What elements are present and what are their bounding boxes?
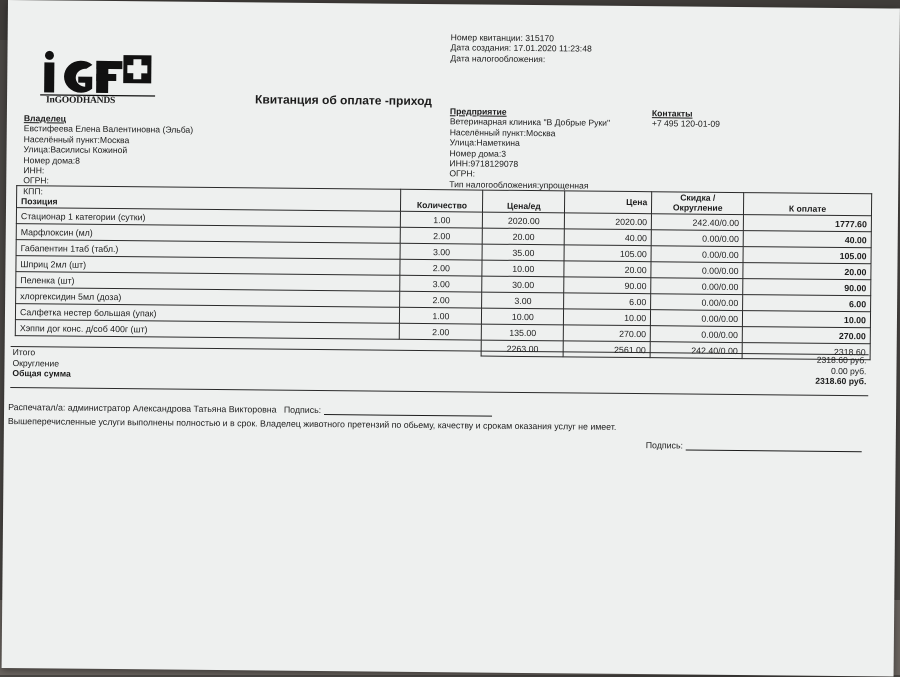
receipt-number: Номер квитанции: 315170 xyxy=(450,32,555,44)
item-to-pay: 90.00 xyxy=(743,279,871,296)
item-price: 20.00 xyxy=(564,261,651,278)
enterprise-city: Населённый пункт:Москва xyxy=(449,127,556,139)
item-name: хлоргексидин 5мл (доза) xyxy=(16,288,401,308)
contacts-block xyxy=(652,108,720,129)
item-qty: 3.00 xyxy=(400,243,482,260)
item-price: 40.00 xyxy=(564,229,651,246)
item-discount: 0.00/0.00 xyxy=(651,294,743,311)
enterprise-street: Улица:Наметкина xyxy=(449,137,520,149)
item-qty: 3.00 xyxy=(400,275,482,292)
item-unit-price: 10.00 xyxy=(482,308,564,325)
sum-price: 2561.00 xyxy=(563,341,650,358)
rounding-label: Округление xyxy=(12,357,60,369)
col-discount-line1: Скидка / xyxy=(680,192,716,203)
owner-kpp: КПП: xyxy=(23,185,43,197)
item-qty: 2.00 xyxy=(400,259,482,276)
itogo-label: Итого xyxy=(12,347,36,358)
grand-total-value: 2318.60 руб. xyxy=(815,375,867,387)
item-to-pay: 105.00 xyxy=(743,247,871,264)
totals-block xyxy=(10,346,868,396)
enterprise-heading: Предприятие xyxy=(449,106,507,117)
item-discount: 0.00/0.00 xyxy=(651,310,743,327)
col-quantity: Количество xyxy=(401,189,483,212)
owner-heading: Владелец xyxy=(23,113,67,124)
item-unit-price: 10.00 xyxy=(482,260,564,277)
item-name: Стационар 1 категории (сутки) xyxy=(16,208,401,228)
enterprise-name: Ветеринарная клиника "В Добрые Руки" xyxy=(449,116,611,129)
item-to-pay: 10.00 xyxy=(743,311,871,328)
enterprise-block xyxy=(449,106,610,191)
logo-subtitle: InGOODHANDS xyxy=(45,95,116,107)
owner-city: Населённый пункт:Москва xyxy=(23,133,130,145)
owner-signature xyxy=(646,439,862,452)
grand-total-label: Общая сумма xyxy=(12,368,71,379)
document-title: Квитанция об оплате -приход xyxy=(254,92,433,109)
enterprise-inn: ИНН:9718129078 xyxy=(449,158,519,169)
item-name: Хэппи дог конс. д/соб 400г (шт) xyxy=(15,320,400,340)
contacts-phone: +7 495 120-01-09 xyxy=(651,118,720,130)
item-name: Марфлоксин (мл) xyxy=(16,224,401,244)
item-discount: 0.00/0.00 xyxy=(651,230,743,247)
item-price: 6.00 xyxy=(564,293,651,310)
item-discount: 242.40/0.00 xyxy=(652,214,744,231)
item-to-pay: 1777.60 xyxy=(743,215,871,232)
item-price: 270.00 xyxy=(564,325,651,342)
contacts-heading: Контакты xyxy=(651,108,693,119)
item-qty: 2.00 xyxy=(400,323,482,340)
item-price: 105.00 xyxy=(564,245,651,262)
tax-date: Дата налогообложения: xyxy=(450,53,546,64)
item-price: 2020.00 xyxy=(565,213,652,230)
enterprise-tax-type: Тип налогообложения:упрощенная xyxy=(449,179,589,191)
owner-inn: ИНН: xyxy=(23,165,45,176)
itogo-value: 2318.60 руб. xyxy=(816,354,867,366)
item-to-pay: 20.00 xyxy=(743,263,871,280)
item-discount: 0.00/0.00 xyxy=(650,326,742,343)
col-discount xyxy=(652,192,744,215)
signature-line-2 xyxy=(685,440,861,453)
col-unit-price: Цена/ед xyxy=(483,190,565,213)
item-discount: 0.00/0.00 xyxy=(651,278,743,295)
item-unit-price: 35.00 xyxy=(482,244,564,261)
item-unit-price: 135.00 xyxy=(482,324,564,341)
col-to-pay: К оплате xyxy=(744,193,872,216)
item-name: Габапентин 1таб (табл.) xyxy=(16,240,401,260)
creation-date: Дата создания: 17.01.2020 11:23:48 xyxy=(450,42,592,55)
col-position: Позиция xyxy=(17,186,402,212)
receipt-paper xyxy=(2,0,900,677)
signature-label: Подпись: xyxy=(283,404,322,416)
receipt-header xyxy=(450,32,592,65)
printed-by-line xyxy=(8,401,492,417)
signature-label-2: Подпись: xyxy=(645,440,684,451)
printed-by: Распечатал/а: администратор Александрова Татьяна Викторовна xyxy=(8,402,277,415)
item-name: Шприц 2мл (шт) xyxy=(16,256,401,276)
owner-name: Евстифеева Елена Валентиновна (Эльба) xyxy=(23,123,194,136)
sum-to-pay: 2318.60 xyxy=(742,343,870,360)
item-unit-price: 3.00 xyxy=(482,292,564,309)
item-to-pay: 40.00 xyxy=(743,231,871,248)
enterprise-house: Номер дома:3 xyxy=(449,147,507,159)
col-price: Цена xyxy=(565,191,652,214)
owner-house: Номер дома:8 xyxy=(23,154,81,166)
item-price: 90.00 xyxy=(564,277,651,294)
item-price: 10.00 xyxy=(564,309,651,326)
item-qty: 2.00 xyxy=(401,227,483,244)
item-qty: 1.00 xyxy=(401,211,483,228)
sum-discount: 242.40/0.00 xyxy=(650,342,742,359)
item-name: Пеленка (шт) xyxy=(16,272,401,292)
item-discount: 0.00/0.00 xyxy=(651,262,743,279)
item-qty: 1.00 xyxy=(400,307,482,324)
items-table xyxy=(12,185,873,360)
enterprise-ogrn: ОГРН: xyxy=(449,168,476,179)
item-unit-price: 2020.00 xyxy=(483,212,565,229)
item-unit-price: 20.00 xyxy=(483,228,565,245)
item-unit-price: 30.00 xyxy=(482,276,564,293)
item-name: Салфетка нестер большая (упак) xyxy=(15,304,400,324)
col-discount-line2: Округление xyxy=(672,201,723,213)
clinic-logo xyxy=(40,48,159,109)
item-discount: 0.00/0.00 xyxy=(651,246,743,263)
owner-street: Улица:Василисы Кожиной xyxy=(23,144,128,156)
item-to-pay: 270.00 xyxy=(742,327,870,344)
item-qty: 2.00 xyxy=(400,291,482,308)
owner-statement: Вышеперечисленные услуги выполнены полностью и в срок. Владелец животного претензий по обьему, качеству и срокам оказания услуг не имеет. xyxy=(7,416,617,432)
sum-unit-price: 2263.00 xyxy=(482,340,564,357)
owner-ogrn: ОГРН: xyxy=(23,175,49,186)
signature-line xyxy=(324,404,492,417)
rounding-value: 0.00 руб. xyxy=(830,365,867,376)
item-to-pay: 6.00 xyxy=(743,295,871,312)
